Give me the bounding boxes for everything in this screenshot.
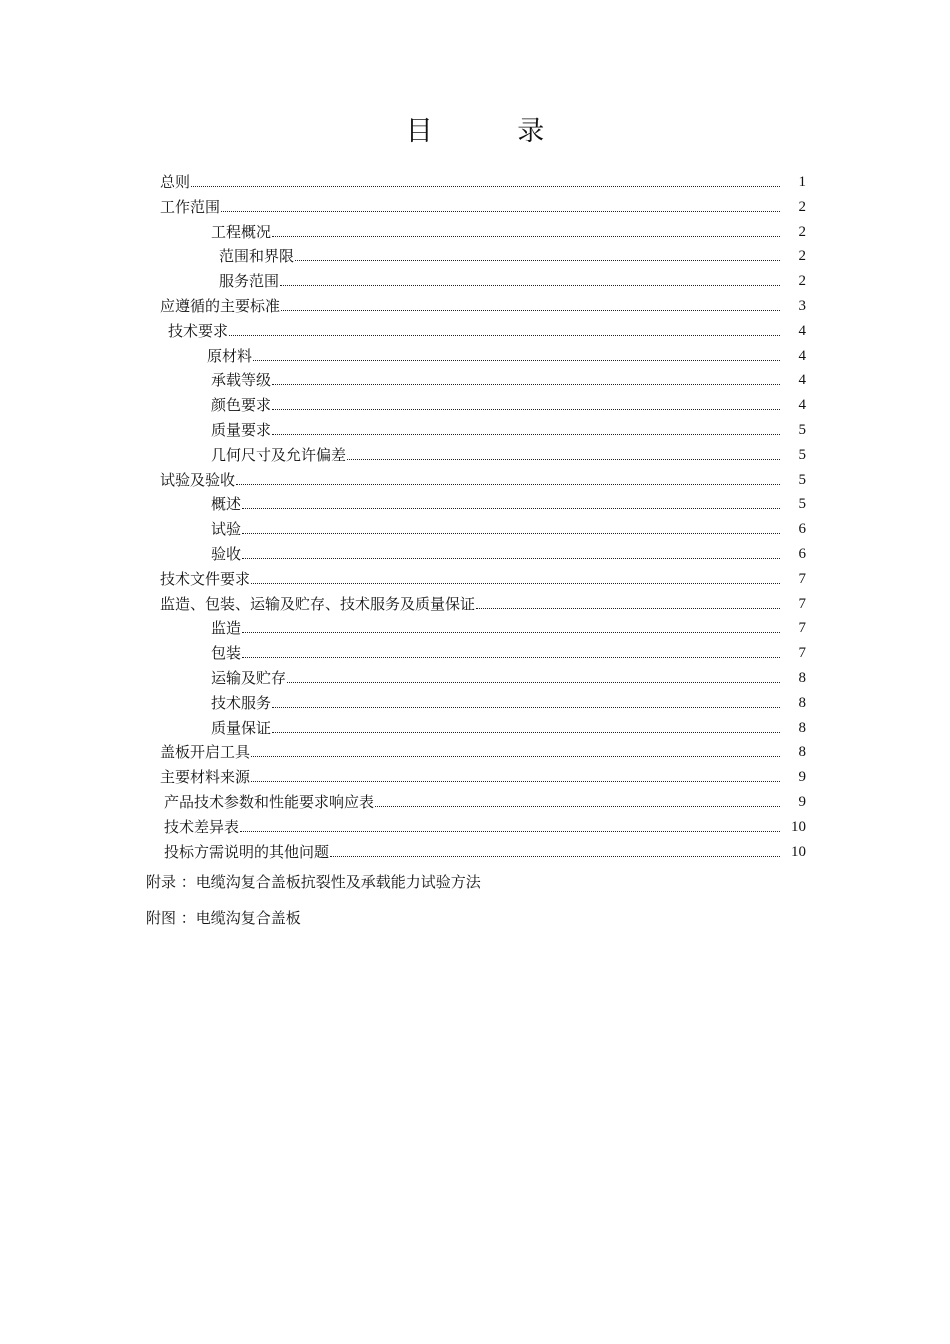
- toc-dot-leader: [191, 186, 780, 187]
- toc-entry-label: 范围和界限: [219, 247, 295, 265]
- toc-page-number: 8: [798, 695, 806, 711]
- toc-entry[interactable]: [211, 441, 806, 465]
- toc-entry-label: 监造: [211, 619, 242, 637]
- toc-entry-label: 概述: [211, 495, 242, 513]
- toc-page-number: 2: [798, 199, 806, 215]
- toc-entry[interactable]: [219, 242, 806, 266]
- toc-entry[interactable]: [164, 813, 806, 837]
- toc-page-number: 4: [798, 397, 806, 413]
- toc-entry[interactable]: [164, 788, 806, 812]
- toc-entry-label: 几何尺寸及允许偏差: [211, 446, 347, 464]
- toc-dot-leader: [251, 583, 780, 584]
- toc-entry-label: 主要材料来源: [160, 768, 251, 786]
- toc-dot-leader: [251, 756, 780, 757]
- toc-entry-label: 质量要求: [211, 421, 272, 439]
- toc-entry[interactable]: [211, 366, 806, 390]
- toc-page-number: 8: [798, 670, 806, 686]
- toc-dot-leader: [240, 831, 780, 832]
- toc-page-number: 4: [798, 348, 806, 364]
- toc-dot-leader: [375, 806, 780, 807]
- toc-entry[interactable]: [211, 714, 806, 738]
- toc-dot-leader: [242, 533, 780, 534]
- toc-dot-leader: [242, 508, 780, 509]
- toc-entry[interactable]: [160, 292, 806, 316]
- toc-entry-label: 质量保证: [211, 719, 272, 737]
- toc-entry-label: 颜色要求: [211, 396, 272, 414]
- toc-dot-leader: [242, 657, 780, 658]
- toc-entry[interactable]: [160, 466, 806, 490]
- toc-entry-label: 投标方需说明的其他问题: [164, 843, 330, 861]
- toc-entry[interactable]: [160, 763, 806, 787]
- toc-entry[interactable]: [207, 342, 806, 366]
- toc-entry-label: 技术差异表: [164, 818, 240, 836]
- toc-page-number: 8: [798, 720, 806, 736]
- toc-dot-leader: [272, 434, 780, 435]
- toc-page-number: 9: [798, 794, 806, 810]
- toc-dot-leader: [330, 856, 780, 857]
- toc-page-number: 2: [798, 273, 806, 289]
- toc-entry-label: 总则: [160, 173, 191, 191]
- toc-dot-leader: [251, 781, 780, 782]
- toc-entry[interactable]: [160, 565, 806, 589]
- toc-dot-leader: [272, 236, 780, 237]
- toc-dot-leader: [242, 632, 780, 633]
- toc-page-number: 5: [798, 447, 806, 463]
- toc-entry[interactable]: [211, 639, 806, 663]
- toc-page-number: 5: [798, 422, 806, 438]
- toc-entry[interactable]: [211, 218, 806, 242]
- toc-entry[interactable]: [211, 416, 806, 440]
- appendix-line: 附录 ：电缆沟复合盖板抗裂性及承载能力试验方法: [146, 873, 481, 891]
- page-title: 目 录: [405, 116, 583, 147]
- toc-entry-label: 应遵循的主要标准: [160, 297, 281, 315]
- toc-page-number: 7: [798, 596, 806, 612]
- toc-entry-label: 技术服务: [211, 694, 272, 712]
- toc-entry[interactable]: [211, 540, 806, 564]
- figure-line: 附图 ：电缆沟复合盖板: [146, 909, 301, 927]
- toc-dot-leader: [272, 707, 780, 708]
- toc-entry-label: 技术要求: [168, 322, 229, 340]
- toc-dot-leader: [347, 459, 780, 460]
- toc-entry-label: 原材料: [207, 347, 253, 365]
- toc-page-number: 3: [798, 298, 806, 314]
- toc-entry[interactable]: [164, 838, 806, 862]
- toc-dot-leader: [253, 360, 780, 361]
- toc-page-number: 4: [798, 372, 806, 388]
- toc-page-number: 10: [791, 819, 806, 835]
- toc-entry[interactable]: [160, 738, 806, 762]
- toc-page-number: 2: [798, 224, 806, 240]
- toc-entry[interactable]: [219, 267, 806, 291]
- toc-page-number: 7: [798, 645, 806, 661]
- toc-entry-label: 试验: [211, 520, 242, 538]
- toc-page-number: 2: [798, 248, 806, 264]
- toc-dot-leader: [295, 260, 780, 261]
- toc-dot-leader: [281, 310, 780, 311]
- toc-page-number: 4: [798, 323, 806, 339]
- toc-dot-leader: [272, 384, 780, 385]
- toc-page-number: 7: [798, 571, 806, 587]
- toc-page-number: 5: [798, 472, 806, 488]
- toc-dot-leader: [272, 409, 780, 410]
- toc-page-number: 8: [798, 744, 806, 760]
- toc-entry[interactable]: [211, 689, 806, 713]
- toc-entry-label: 试验及验收: [160, 471, 236, 489]
- toc-dot-leader: [280, 285, 780, 286]
- toc-dot-leader: [229, 335, 780, 336]
- toc-page-number: 6: [798, 521, 806, 537]
- toc-page-number: 6: [798, 546, 806, 562]
- toc-entry-label: 工程概况: [211, 223, 272, 241]
- toc-dot-leader: [272, 732, 780, 733]
- toc-entry-label: 工作范围: [160, 198, 221, 216]
- toc-entry-label: 监造、包装、运输及贮存、技术服务及质量保证: [160, 595, 476, 613]
- toc-entry[interactable]: [168, 317, 806, 341]
- toc-dot-leader: [287, 682, 780, 683]
- toc-page-number: 9: [798, 769, 806, 785]
- toc-entry[interactable]: [211, 614, 806, 638]
- toc-entry-label: 包装: [211, 644, 242, 662]
- toc-entry[interactable]: [211, 515, 806, 539]
- toc-entry-label: 运输及贮存: [211, 669, 287, 687]
- toc-entry[interactable]: [211, 490, 806, 514]
- toc-dot-leader: [236, 484, 780, 485]
- toc-entry[interactable]: [160, 168, 806, 192]
- toc-entry-label: 验收: [211, 545, 242, 563]
- toc-entry-label: 技术文件要求: [160, 570, 251, 588]
- toc-dot-leader: [221, 211, 780, 212]
- toc-entry-label: 盖板开启工具: [160, 743, 251, 761]
- toc-entry-label: 产品技术参数和性能要求响应表: [164, 793, 375, 811]
- toc-page-number: 1: [798, 174, 806, 190]
- toc-page-number: 10: [791, 844, 806, 860]
- toc-page-number: 7: [798, 620, 806, 636]
- toc-entry-label: 承载等级: [211, 371, 272, 389]
- toc-dot-leader: [242, 558, 780, 559]
- toc-dot-leader: [476, 608, 780, 609]
- toc-entry-label: 服务范围: [219, 272, 280, 290]
- toc-entry[interactable]: [211, 391, 806, 415]
- toc-entry[interactable]: [160, 590, 806, 614]
- toc-entry[interactable]: [211, 664, 806, 688]
- toc-page-number: 5: [798, 496, 806, 512]
- toc-entry[interactable]: [160, 193, 806, 217]
